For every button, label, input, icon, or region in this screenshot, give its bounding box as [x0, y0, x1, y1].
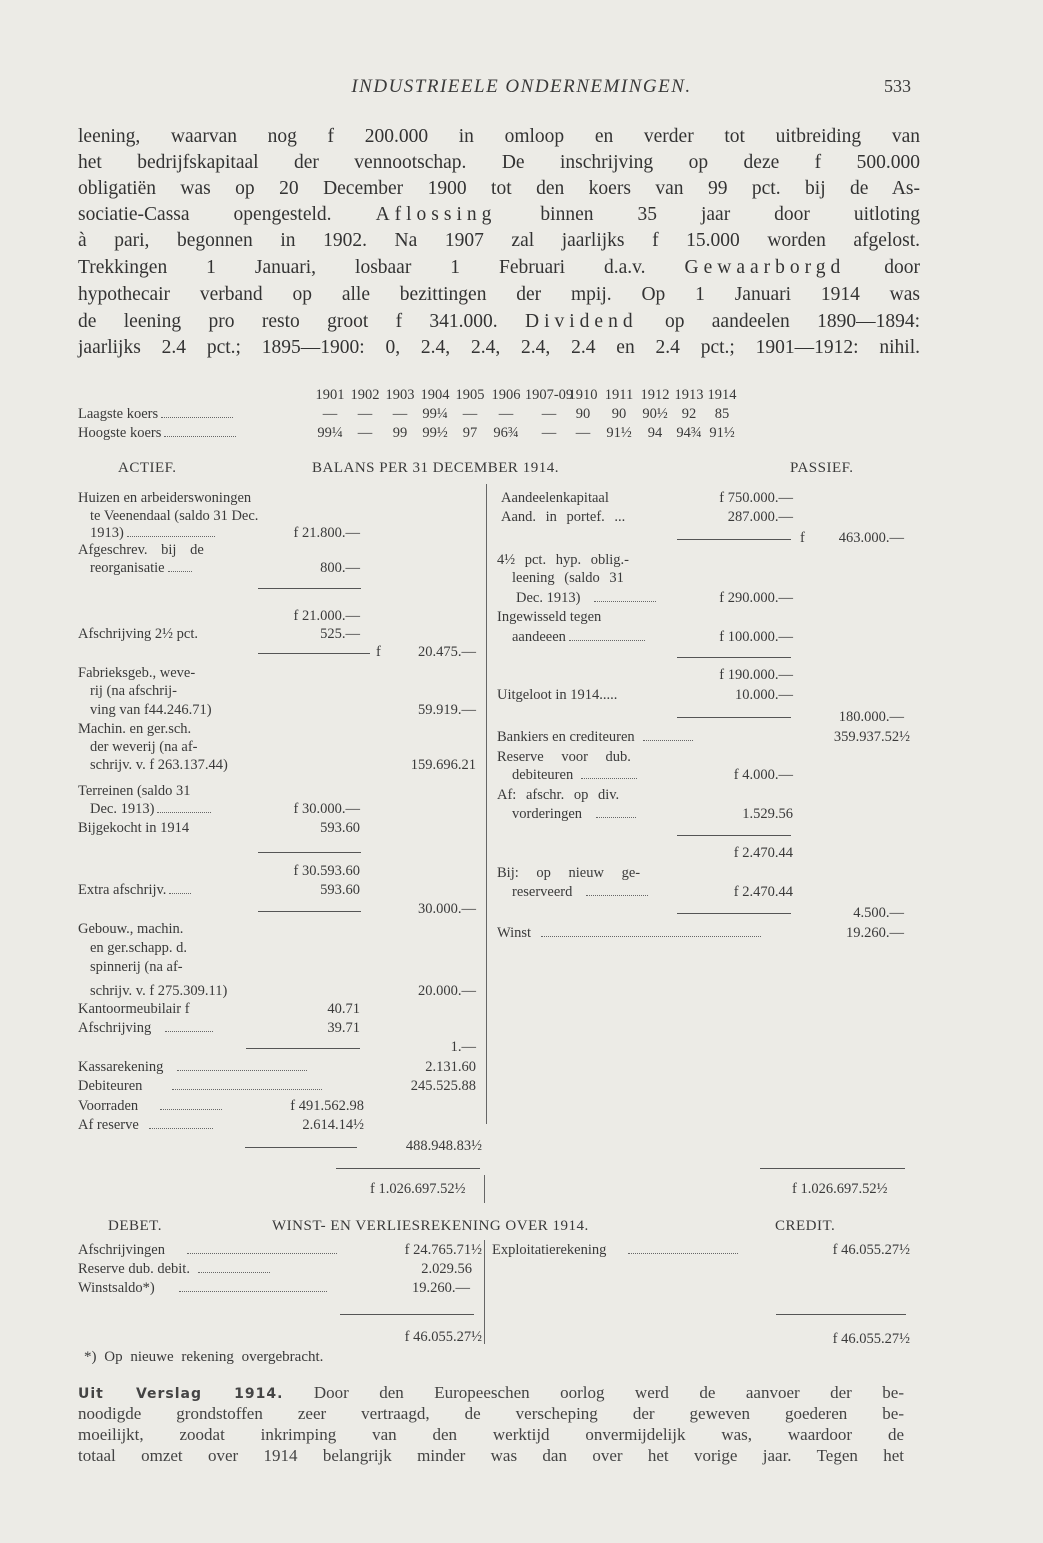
- amount: 287.000.—: [727, 509, 793, 525]
- label: Extra afschrijv.: [78, 882, 167, 898]
- dot-leader: [168, 567, 192, 572]
- item-label: [78, 1077, 325, 1095]
- item-label: [78, 1116, 216, 1134]
- label: debiteuren: [512, 767, 574, 783]
- sum-rule: [258, 852, 361, 853]
- dot-leader: [586, 891, 648, 896]
- total-amount: 159.696.21: [410, 757, 476, 773]
- item-label: [90, 800, 214, 818]
- item-label: Bijgekocht in 1914: [78, 820, 190, 836]
- amount: f 21.800.—: [293, 525, 360, 541]
- amount: f 491.562.98: [290, 1098, 364, 1114]
- amount: 525.—: [320, 626, 360, 642]
- total-amount: 30.000.—: [418, 901, 476, 917]
- year: 1912: [640, 387, 670, 403]
- dot-leader: [160, 1105, 222, 1110]
- credit-total: f 46.055.27½: [832, 1331, 910, 1347]
- item-label: te Veenendaal (saldo 31 Dec.: [90, 508, 259, 524]
- debet-amount: f 24.765.71½: [404, 1242, 482, 1258]
- sum-rule: [677, 717, 791, 718]
- dot-leader: [569, 636, 645, 641]
- body-line: à pari, begonnen in 1902. Na 1907 zal jaarlijks f 15.000 worden afgelost.: [78, 230, 920, 251]
- total-amount: 19.260.—: [846, 925, 904, 941]
- year: 1913: [674, 387, 704, 403]
- total-amount: 245.525.88: [410, 1078, 476, 1094]
- value: 92: [681, 406, 697, 422]
- text: Trekkingen 1 Januari, losbaar 1 Februari d.a.v.: [78, 257, 646, 278]
- label: reorganisatie: [90, 560, 165, 576]
- value: —: [541, 406, 557, 422]
- value: 97: [462, 425, 478, 441]
- value: —: [322, 406, 338, 422]
- total-amount: 488.948.83½: [405, 1138, 482, 1154]
- item-label: [497, 728, 696, 746]
- passief-heading: PASSIEF.: [790, 460, 854, 476]
- dot-leader: [177, 1066, 307, 1071]
- credit-amount: f 46.055.27½: [832, 1242, 910, 1258]
- sum-rule: [677, 657, 791, 658]
- body-line: obligatiën was op 20 December 1900 tot den koers van 99 pct. bij de As-: [78, 178, 920, 199]
- dot-leader: [149, 1124, 213, 1129]
- item-label: Afgeschrev. bij de: [78, 542, 204, 558]
- item-label: spinnerij (na af-: [90, 959, 183, 975]
- grand-total-rule: [760, 1168, 905, 1169]
- label: vorderingen: [512, 806, 583, 822]
- amount: 1.529.56: [742, 806, 793, 822]
- label: Afschrijvingen: [78, 1242, 165, 1258]
- grand-total-rule: [336, 1168, 480, 1169]
- value: —: [498, 406, 514, 422]
- value: 85: [714, 406, 730, 422]
- item-label: Machin. en ger.sch.: [78, 721, 192, 737]
- running-header: INDUSTRIEELE ONDERNEMINGEN.: [351, 76, 692, 97]
- sum-rule: [258, 911, 361, 912]
- row-label: [78, 405, 236, 423]
- pl-title: WINST- EN VERLIESREKENING OVER 1914.: [272, 1218, 589, 1234]
- label: Voorraden: [78, 1098, 139, 1114]
- footnote: *) Op nieuwe rekening overgebracht.: [84, 1349, 324, 1365]
- sum-rule: [776, 1314, 906, 1315]
- debet-label: [78, 1260, 273, 1278]
- year: 1904: [420, 387, 450, 403]
- item-label: [90, 524, 218, 542]
- item-label: [512, 628, 648, 646]
- report-lead: Uit Verslag 1914.: [78, 1386, 284, 1402]
- passief-total: f 1.026.697.52½: [792, 1181, 888, 1197]
- label: Afschrijving: [78, 1020, 152, 1036]
- label: Exploitatierekening: [492, 1242, 607, 1258]
- text: door: [884, 257, 920, 278]
- dot-leader: [165, 1027, 213, 1032]
- item-label: [78, 1019, 216, 1037]
- item-label: der weverij (na af-: [90, 739, 198, 755]
- amount: 593.60: [320, 820, 360, 836]
- guilder-sign: f: [800, 530, 805, 546]
- dot-leader: [172, 1085, 322, 1090]
- label: Af reserve: [78, 1117, 139, 1133]
- value: 99: [392, 425, 408, 441]
- report-line: noodigde grondstoffen zeer vertraagd, de verscheping der geweven goederen be-: [78, 1404, 904, 1423]
- amount: f 290.000.—: [719, 590, 793, 606]
- dot-leader: [157, 808, 211, 813]
- year: 1903: [385, 387, 415, 403]
- total-amount: 20.000.—: [418, 983, 476, 999]
- body-line: jaarlijks 2.4 pct.; 1895—1900: 0, 2.4, 2.4, 2.4, 2.4 en 2.4 pct.; 1901—1912: nihil.: [78, 337, 920, 358]
- item-label: schrijv. v. f 275.309.11): [90, 983, 228, 999]
- amount: 800.—: [320, 560, 360, 576]
- text: de leening pro resto groot f 341.000.: [78, 311, 498, 332]
- report-line: [78, 1382, 904, 1405]
- amount: 593.60: [320, 882, 360, 898]
- label: Debiteuren: [78, 1078, 143, 1094]
- credit-heading: CREDIT.: [775, 1218, 836, 1234]
- label: Bankiers en crediteuren: [497, 729, 635, 745]
- amount: f 30.000.—: [293, 801, 360, 817]
- dot-leader: [628, 1249, 738, 1254]
- actief-heading: ACTIEF.: [118, 460, 177, 476]
- total-amount: 2.131.60: [425, 1059, 476, 1075]
- sum-rule: [340, 1314, 474, 1315]
- value: —: [357, 406, 373, 422]
- dot-leader: [581, 774, 637, 779]
- item-label: Ingewisseld tegen: [497, 609, 602, 625]
- value: —: [357, 425, 373, 441]
- total-amount: 180.000.—: [838, 709, 904, 725]
- total-amount: 4.500.—: [853, 905, 904, 921]
- spaced-term: Aflossing: [375, 204, 497, 225]
- year: 1907-09: [524, 387, 574, 403]
- dot-leader: [164, 432, 236, 437]
- text: Door den Europeeschen oorlog werd de aanvoer der be-: [313, 1383, 905, 1402]
- value: 96¾: [493, 425, 519, 441]
- year: 1902: [350, 387, 380, 403]
- item-label: [516, 589, 659, 607]
- item-label: Aandeelenkapitaal: [501, 490, 609, 506]
- amount: f 30.593.60: [293, 863, 360, 879]
- year: 1901: [315, 387, 345, 403]
- item-label: 4½ pct. hyp. oblig.-: [497, 552, 629, 568]
- body-line: leening, waarvan nog f 200.000 in omloop en verder tot uitbreiding van: [78, 126, 920, 147]
- item-label: [78, 1097, 225, 1115]
- item-label: Af: afschr. op div.: [497, 787, 620, 803]
- item-label: rij (na afschrij-: [90, 683, 177, 699]
- row-label: [78, 424, 239, 442]
- report-line: totaal omzet over 1914 belangrijk minder was dan over het vorige jaar. Tegen het: [78, 1446, 904, 1465]
- dot-leader: [179, 1287, 327, 1292]
- item-label: [90, 559, 195, 577]
- debet-label: [78, 1241, 340, 1259]
- dot-leader: [541, 932, 761, 937]
- value: 94¾: [676, 425, 702, 441]
- item-label: schrijv. v. f 263.137.44): [90, 757, 228, 773]
- item-label: Fabrieksgeb., weve-: [78, 665, 196, 681]
- body-line: het bedrijfskapitaal der vennootschap. De inschrijving op deze f 500.000: [78, 152, 920, 173]
- sum-rule: [677, 835, 791, 836]
- amount: f 100.000.—: [719, 629, 793, 645]
- amount: f 4.000.—: [733, 767, 793, 783]
- dot-leader: [161, 413, 233, 418]
- debet-amount: 19.260.—: [412, 1280, 470, 1296]
- column-divider: [484, 1175, 485, 1203]
- dot-leader: [127, 532, 215, 537]
- total-amount: 20.475.—: [418, 644, 476, 660]
- text: binnen 35 jaar door uitloting: [540, 204, 921, 225]
- value: —: [541, 425, 557, 441]
- amount: f 750.000.—: [719, 490, 793, 506]
- item-label: [497, 924, 764, 942]
- label: Laagste koers: [78, 406, 159, 422]
- sum-rule: [258, 588, 361, 589]
- item-label: [78, 1058, 310, 1076]
- guilder-sign: f: [376, 644, 381, 660]
- item-label: [512, 805, 639, 823]
- label: Hoogste koers: [78, 425, 162, 441]
- amount: 40.71: [327, 1001, 360, 1017]
- value: 99¼: [422, 406, 448, 422]
- sum-rule: [677, 913, 791, 914]
- dot-leader: [643, 736, 693, 741]
- text: op aandeelen 1890—1894:: [664, 311, 920, 332]
- column-divider: [484, 1240, 485, 1344]
- item-label: ving van f44.246.71): [90, 702, 212, 718]
- label: Reserve dub. debit.: [78, 1261, 190, 1277]
- body-line: hypothecair verband op alle bezittingen der mpij. Op 1 Januari 1914 was: [78, 284, 920, 305]
- column-divider: [486, 484, 487, 1124]
- total-amount: 359.937.52½: [833, 729, 910, 745]
- amount: f 2.470.44: [733, 884, 793, 900]
- year: 1914: [707, 387, 737, 403]
- sum-rule: [245, 1147, 357, 1148]
- value: 99½: [422, 425, 448, 441]
- item-label: Kantoormeubilair f: [78, 1001, 190, 1017]
- actief-total: f 1.026.697.52½: [370, 1181, 466, 1197]
- value: 91½: [606, 425, 632, 441]
- year: 1910: [568, 387, 598, 403]
- text: sociatie-Cassa opengesteld.: [78, 204, 332, 225]
- dot-leader: [169, 889, 191, 894]
- dot-leader: [198, 1268, 270, 1273]
- value: 91½: [709, 425, 735, 441]
- value: 94: [647, 425, 663, 441]
- year: 1911: [604, 387, 634, 403]
- value: 99¼: [317, 425, 343, 441]
- label: Dec. 1913): [90, 801, 155, 817]
- debet-amount: 2.029.56: [421, 1261, 472, 1277]
- label: Winst: [497, 925, 532, 941]
- amount: f 21.000.—: [293, 608, 360, 624]
- dot-leader: [596, 813, 636, 818]
- label: Kassarekening: [78, 1059, 164, 1075]
- label: reserveerd: [512, 884, 573, 900]
- page-number: 533: [884, 76, 911, 96]
- body-line: [78, 255, 920, 281]
- item-label: Huizen en arbeiderswoningen: [78, 490, 252, 506]
- item-label: [512, 883, 651, 901]
- item-label: Bij: op nieuw ge-: [497, 865, 641, 881]
- value: 90½: [642, 406, 668, 422]
- spaced-term: Gewaarborgd: [684, 257, 846, 278]
- item-label: Terreinen (saldo 31: [78, 783, 191, 799]
- label: Dec. 1913): [516, 590, 581, 606]
- value: —: [392, 406, 408, 422]
- total-amount: 463.000.—: [838, 530, 904, 546]
- item-label: [512, 766, 640, 784]
- spaced-term: Dividend: [525, 311, 638, 332]
- total-amount: 59.919.—: [418, 702, 476, 718]
- value: 90: [611, 406, 627, 422]
- amount: 39.71: [327, 1020, 360, 1036]
- total-amount: 1.—: [450, 1039, 476, 1055]
- item-label: Gebouw., machin.: [78, 921, 184, 937]
- balance-title: BALANS PER 31 DECEMBER 1914.: [312, 460, 559, 476]
- sum-rule: [246, 1048, 360, 1049]
- sum-rule: [677, 539, 791, 540]
- dot-leader: [594, 597, 656, 602]
- value: —: [575, 425, 591, 441]
- year: 1905: [455, 387, 485, 403]
- item-label: Afschrijving 2½ pct.: [78, 626, 199, 642]
- value: 90: [575, 406, 591, 422]
- amount: f 2.470.44: [733, 845, 793, 861]
- amount: 10.000.—: [735, 687, 793, 703]
- item-label: Aand. in portef. ...: [501, 509, 626, 525]
- item-label: leening (saldo 31: [512, 570, 624, 586]
- label: aandeeen: [512, 629, 566, 645]
- year: 1906: [491, 387, 521, 403]
- debet-total: f 46.055.27½: [404, 1329, 482, 1345]
- dot-leader: [187, 1249, 337, 1254]
- body-line: [78, 309, 920, 335]
- sum-rule: [258, 653, 370, 654]
- amount: 2.614.14½: [302, 1117, 364, 1133]
- label: Winstsaldo*): [78, 1280, 155, 1296]
- credit-label: [492, 1241, 741, 1259]
- item-label: en ger.schapp. d.: [90, 940, 188, 956]
- item-label: Reserve voor dub.: [497, 749, 631, 765]
- debet-label: [78, 1279, 330, 1297]
- body-line: [78, 202, 920, 228]
- item-label: Uitgeloot in 1914.....: [497, 687, 618, 703]
- amount: f 190.000.—: [719, 667, 793, 683]
- label: 1913): [90, 525, 124, 541]
- value: —: [462, 406, 478, 422]
- debet-heading: DEBET.: [108, 1218, 162, 1234]
- item-label: [78, 881, 194, 899]
- report-line: moeilijkt, zoodat inkrimping van den werktijd onvermijdelijk was, waardoor de: [78, 1425, 904, 1444]
